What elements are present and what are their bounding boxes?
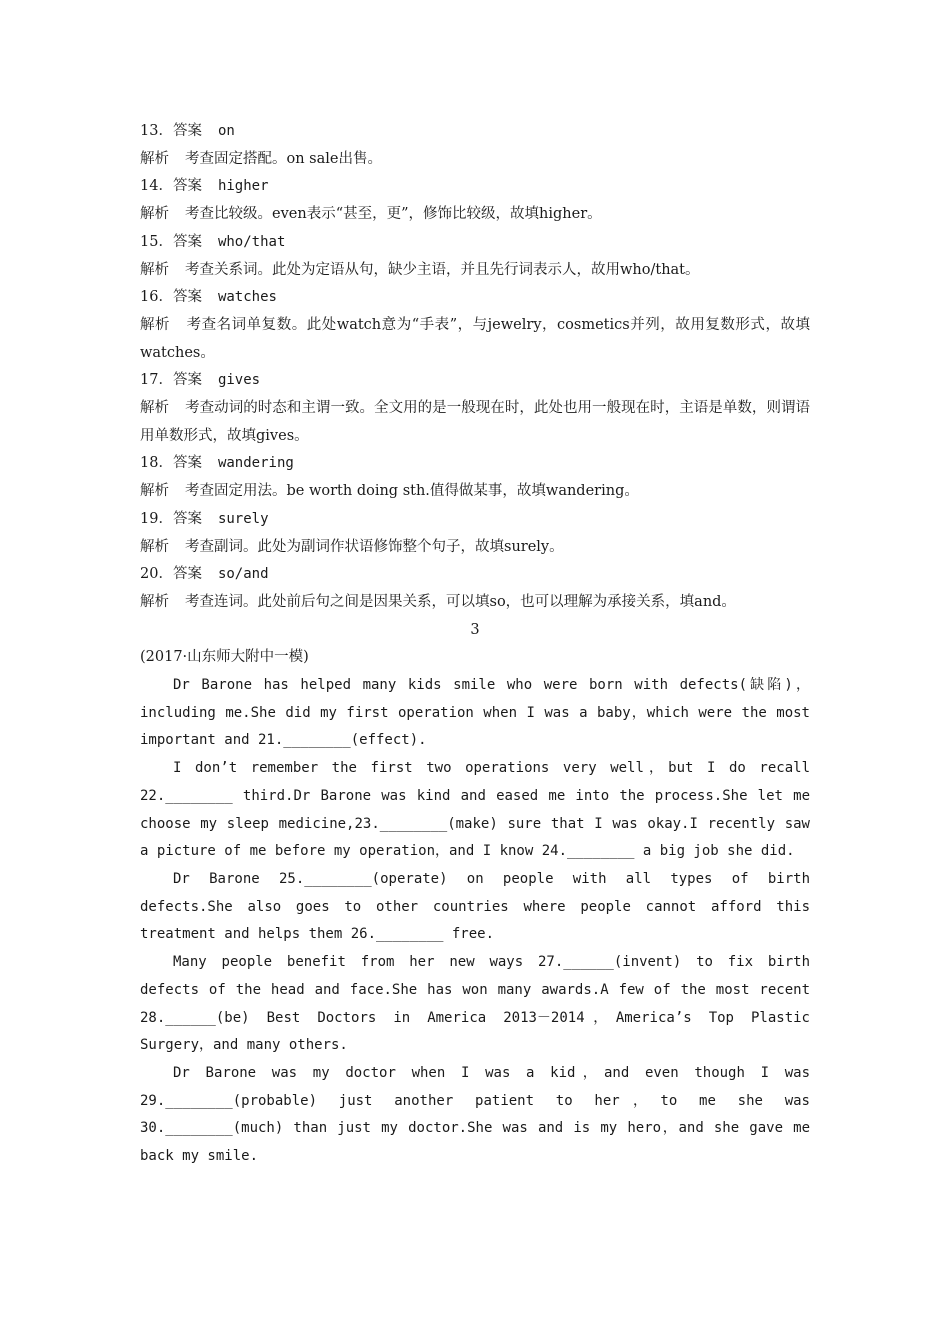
answer-line (140, 450, 810, 478)
analysis-text: 考查比较级。even表示“甚至，更”，修饰比较级，故填higher。 (185, 206, 602, 223)
answer-head: 16．答案 (140, 289, 202, 306)
answer-line (140, 229, 810, 257)
answer-value: watches (217, 289, 277, 306)
answer-value: who/that (217, 233, 286, 250)
analysis-label: 解析 (140, 206, 169, 223)
analysis-label: 解析 (140, 483, 169, 500)
analysis-label: 解析 (140, 400, 170, 417)
analysis-label: 解析 (140, 538, 169, 555)
passage-paragraph: Dr Barone has helped many kids smile who were born with defects(缺陷)，including me.She did my first operation when I was a baby，which were the most important and 21.________(effect). (140, 677, 810, 749)
answer-value: on (217, 123, 235, 139)
analysis-text: 考查固定用法。be worth doing sth.值得做某事，故填wandering。 (185, 483, 639, 500)
passage-paragraph: Many people benefit from her new ways 27.______(invent) to fix birth defects of the head and face.She has won many awards.A few of the most recent 28.______(be) Best Doctors in America 2013－2014，America’s Top Plastic Surgery，and many others. (140, 954, 810, 1054)
answer-list (140, 118, 810, 617)
passage-paragraph: I don’t remember the first two operations very well，but I do recall 22.________ third.Dr Barone was kind and eased me into the process.She let me choose my sleep medicine,23.________(make) sure that I was okay.I recently saw a picture of me before my operation，and I know 24.________ a big job she did. (140, 760, 810, 860)
analysis-text: 考查动词的时态和主谓一致。全文用的是一般现在时，此处也用一般现在时，主语是单数，则谓语用单数形式，故填gives。 (140, 400, 811, 444)
analysis-label: 解析 (140, 316, 171, 333)
analysis-text: 考查关系词。此处为定语从句，缺少主语，并且先行词表示人，故用who/that。 (185, 261, 700, 278)
answer-value: higher (217, 178, 269, 195)
analysis-line (140, 478, 810, 506)
analysis-text: 考查固定搭配。on sale出售。 (185, 150, 382, 167)
answer-line (140, 284, 810, 312)
answer-value: wandering (217, 455, 294, 472)
passage-paragraph: Dr Barone 25.________(operate) on people with all types of birth defects.She also goes to other countries where people cannot afford this treatment and helps them 26.________ free. (140, 870, 810, 943)
answer-value: surely (217, 510, 269, 527)
answer-line (140, 118, 810, 146)
analysis-line (140, 201, 810, 229)
passage-paragraph: Dr Barone was my doctor when I was a kid，and even though I was 29.________(probable) just another patient to her，to me she was 30.________(much) than just my doctor.She was and is my hero，and she gave me back my smile. (140, 1064, 810, 1165)
analysis-label: 解析 (140, 150, 169, 167)
answer-head: 18．答案 (140, 455, 202, 472)
document-page (140, 118, 810, 1171)
analysis-line (140, 146, 810, 174)
analysis-text: 考查副词。此处为副词作状语修饰整个句子，故填surely。 (185, 538, 564, 555)
answer-line (140, 173, 810, 201)
analysis-text: 考查连词。此处前后句之间是因果关系，可以填so，也可以理解为承接关系，填and。 (185, 593, 736, 610)
section-number: 3 (470, 621, 480, 638)
analysis-line (140, 534, 810, 562)
analysis-line (140, 312, 810, 367)
analysis-label: 解析 (140, 593, 169, 610)
analysis-line (140, 395, 810, 450)
answer-head: 13．答案 (140, 123, 202, 139)
answer-value: gives (217, 372, 261, 389)
section-source: (2017·山东师大附中一模) (140, 649, 309, 666)
answer-line (140, 561, 810, 589)
analysis-line (140, 257, 810, 285)
passage (140, 672, 810, 1171)
answer-head: 17．答案 (140, 372, 202, 389)
analysis-text: 考查名词单复数。此处watch意为“手表”，与jewelry，cosmetics并列，故用复数形式，故填watches。 (140, 316, 810, 361)
answer-head: 14．答案 (140, 178, 202, 195)
answer-head: 20．答案 (140, 566, 202, 583)
answer-line (140, 367, 810, 395)
answer-value: so/and (217, 566, 269, 583)
analysis-line (140, 589, 810, 617)
answer-line (140, 506, 810, 534)
answer-head: 19．答案 (140, 510, 202, 527)
analysis-label: 解析 (140, 261, 169, 278)
answer-head: 15．答案 (140, 233, 202, 250)
